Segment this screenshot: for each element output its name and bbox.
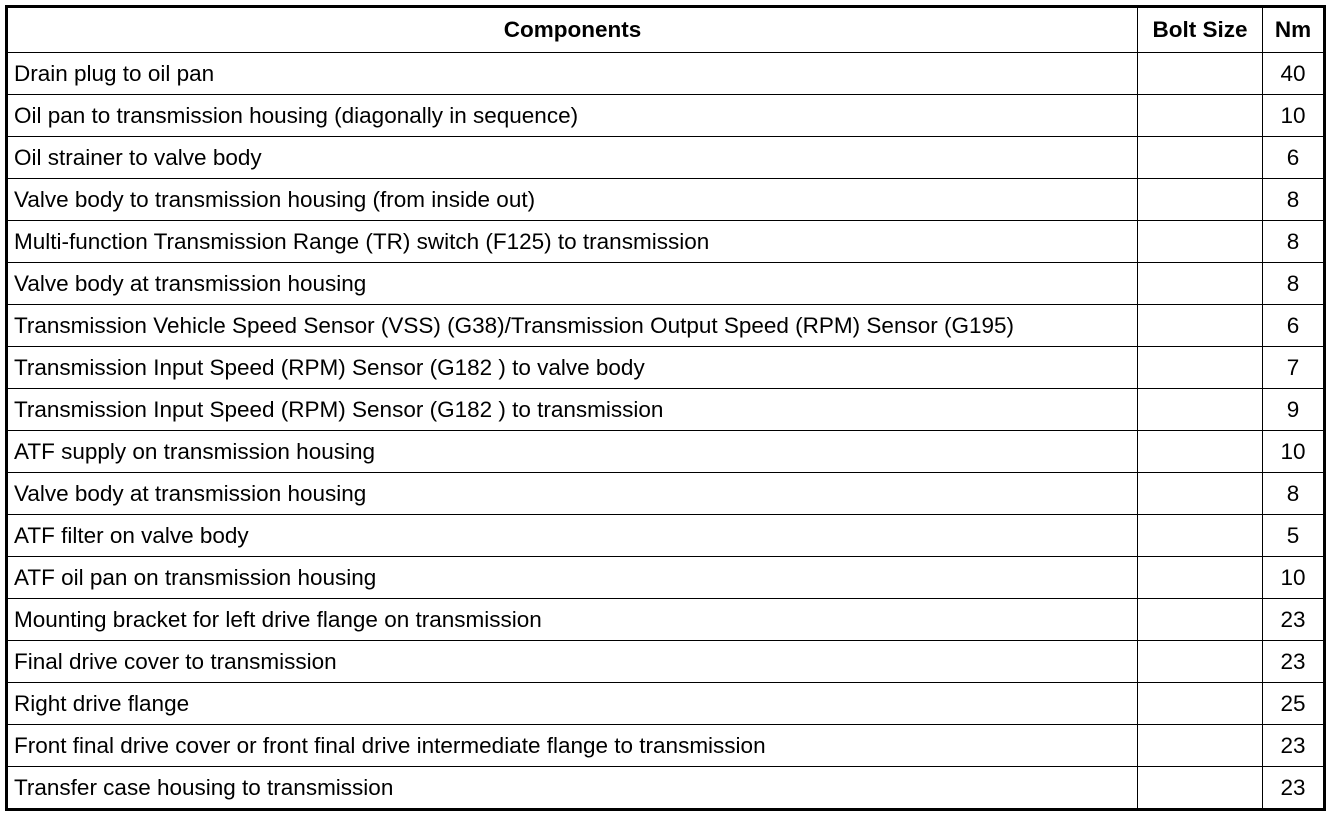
torque-specification-table [5,5,1326,811]
bolt-size-cell [1138,347,1263,389]
component-cell: Transmission Input Speed (RPM) Sensor (G182 ) to valve body [7,347,1138,389]
table-row [7,389,1325,431]
component-cell: Final drive cover to transmission [7,641,1138,683]
table-row [7,179,1325,221]
nm-cell: 40 [1263,53,1325,95]
table-row [7,137,1325,179]
table-row [7,767,1325,810]
table-row [7,305,1325,347]
table-row [7,725,1325,767]
table-row [7,221,1325,263]
header-bolt-size: Bolt Size [1138,7,1263,53]
bolt-size-cell [1138,95,1263,137]
bolt-size-cell [1138,515,1263,557]
bolt-size-cell [1138,473,1263,515]
nm-cell: 8 [1263,179,1325,221]
component-cell: Valve body at transmission housing [7,473,1138,515]
bolt-size-cell [1138,641,1263,683]
component-cell: Transmission Vehicle Speed Sensor (VSS) (G38)/Transmission Output Speed (RPM) Sensor (G195) [7,305,1138,347]
bolt-size-cell [1138,557,1263,599]
component-cell: Valve body at transmission housing [7,263,1138,305]
component-cell: Right drive flange [7,683,1138,725]
nm-cell: 6 [1263,305,1325,347]
component-cell: Front final drive cover or front final drive intermediate flange to transmission [7,725,1138,767]
table-row [7,53,1325,95]
component-cell: Valve body to transmission housing (from inside out) [7,179,1138,221]
table-row [7,473,1325,515]
nm-cell: 25 [1263,683,1325,725]
bolt-size-cell [1138,179,1263,221]
table-row [7,683,1325,725]
bolt-size-cell [1138,599,1263,641]
bolt-size-cell [1138,305,1263,347]
header-row [7,7,1325,53]
bolt-size-cell [1138,725,1263,767]
bolt-size-cell [1138,683,1263,725]
bolt-size-cell [1138,137,1263,179]
table-row [7,641,1325,683]
component-cell: ATF oil pan on transmission housing [7,557,1138,599]
table-row [7,431,1325,473]
nm-cell: 23 [1263,767,1325,810]
bolt-size-cell [1138,431,1263,473]
nm-cell: 10 [1263,557,1325,599]
table-row [7,263,1325,305]
component-cell: Oil pan to transmission housing (diagonally in sequence) [7,95,1138,137]
nm-cell: 23 [1263,641,1325,683]
component-cell: ATF supply on transmission housing [7,431,1138,473]
bolt-size-cell [1138,767,1263,810]
component-cell: ATF filter on valve body [7,515,1138,557]
component-cell: Transmission Input Speed (RPM) Sensor (G182 ) to transmission [7,389,1138,431]
component-cell: Transfer case housing to transmission [7,767,1138,810]
nm-cell: 8 [1263,263,1325,305]
header-nm: Nm [1263,7,1325,53]
bolt-size-cell [1138,263,1263,305]
bolt-size-cell [1138,53,1263,95]
table-row [7,515,1325,557]
nm-cell: 8 [1263,473,1325,515]
component-cell: Oil strainer to valve body [7,137,1138,179]
nm-cell: 10 [1263,431,1325,473]
table-row [7,599,1325,641]
table-body [7,53,1325,810]
header-components: Components [7,7,1138,53]
component-cell: Drain plug to oil pan [7,53,1138,95]
nm-cell: 23 [1263,725,1325,767]
nm-cell: 7 [1263,347,1325,389]
nm-cell: 10 [1263,95,1325,137]
bolt-size-cell [1138,389,1263,431]
bolt-size-cell [1138,221,1263,263]
table-header [7,7,1325,53]
table-row [7,557,1325,599]
component-cell: Multi-function Transmission Range (TR) switch (F125) to transmission [7,221,1138,263]
table-row [7,347,1325,389]
nm-cell: 5 [1263,515,1325,557]
component-cell: Mounting bracket for left drive flange on transmission [7,599,1138,641]
table-row [7,95,1325,137]
nm-cell: 23 [1263,599,1325,641]
nm-cell: 8 [1263,221,1325,263]
nm-cell: 9 [1263,389,1325,431]
nm-cell: 6 [1263,137,1325,179]
